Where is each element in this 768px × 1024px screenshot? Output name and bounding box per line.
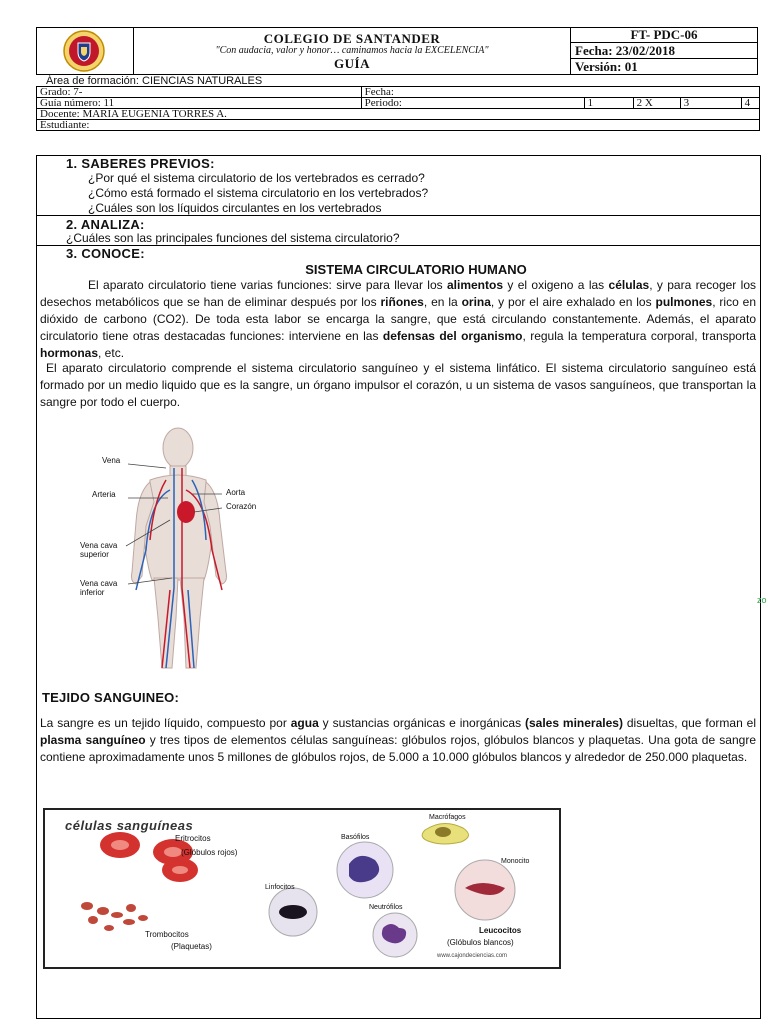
label-corazon: Corazón [226,502,257,511]
label-plaquetas: (Plaquetas) [171,942,212,951]
section1-question: ¿Cómo está formado el sistema circulatorio en los vertebrados? [88,186,429,200]
doc-date: Fecha: 23/02/2018 [571,43,757,59]
blood-cells-image [43,808,561,969]
label-linfocitos: Linfocitos [265,884,295,891]
text-run: La sangre es un tejido líquido, compuesto por [40,716,291,730]
section1-question: ¿Por qué el sistema circulatorio de los vertebrados es cerrado? [88,171,425,185]
text-run: y el oxigeno a las [503,278,609,292]
label-vena: Vena [102,456,121,465]
school-logo [54,30,114,72]
area-value: CIENCIAS NATURALES [142,75,263,87]
bold-term: defensas del organismo [382,329,523,343]
teacher-cell [37,109,760,120]
text-run: , rico en dióxido de carbono (CO2). De toda esta labor se encarga la sangre, que está circulando constantemente. Además, el aparato circulatorio tiene otras destacadas funciones: interviene en las [40,295,756,343]
bold-term: plasma sanguíneo [40,733,146,747]
text-run: , en la [423,295,462,309]
date-cell: Fecha: [361,87,759,98]
label-eritrocitos: Eritrocitos [175,834,211,843]
area-label: Área de formación: [46,75,139,87]
title-cell [134,28,571,75]
period-label-cell: Periodo: [361,98,584,109]
section2-title: 2. ANALIZA: [66,217,145,232]
label-globulos-blancos: (Glóbulos blancos) [447,938,514,947]
label-macrofagos: Macrófagos [429,814,466,821]
doc-version: Versión: 01 [575,59,638,74]
bold-term: agua [290,716,319,730]
text-run: , etc. [98,346,125,360]
label-arteria: Arteria [92,490,116,499]
bold-term: riñones [380,295,424,309]
period-1: 1 [584,98,633,109]
text-run: , y por el aire exhalado en los [490,295,656,309]
divider [36,215,761,216]
teacher-value: MARIA EUGENIA TORRES A. [82,108,227,120]
info-table [36,86,760,131]
cells-title: células sanguíneas [65,818,194,833]
label-trombocitos: Trombocitos [145,930,189,939]
guide-cell: Guía número: 11 [37,98,362,109]
paragraph-functions-text [40,277,756,362]
paragraph-functions [40,277,756,362]
circulatory-figure [70,420,290,678]
school-motto: "Con audacia, valor y honor… caminamos hacia la EXCELENCIA" [215,45,489,56]
section1-title: 1. SABERES PREVIOS: [66,156,215,171]
tejido-title: TEJIDO SANGUINEO: [42,690,180,705]
text-run: , y para recoger los desechos metabólicos que se han de eliminar después por los [40,278,756,309]
label-aorta: Aorta [226,488,246,497]
label-leucocitos: Leucocitos [479,926,522,935]
code-cell [571,28,758,75]
doc-type: GUÍA [334,56,370,71]
teacher-label: Docente: [40,108,80,120]
bold-term: hormonas [40,346,99,360]
header-table [36,27,758,75]
text-run: disueltas, que forman el [622,716,756,730]
bold-term: (sales minerales) [524,716,623,730]
text-run: y tres tipos de elementos células sanguíneas: glóbulos rojos, glóbulos blancos y plaquetas. Una gota de sangre contiene aproximadamente unos 5 millones de glóbulos rojos, de 5.000 a 10.000 glóbulos blancos y alrededor de 250.000 plaquetas. [40,733,756,764]
grade-cell: Grado: 7- [37,87,362,98]
section1-question: ¿Cuáles son los líquidos circulantes en los vertebrados [88,201,382,215]
section2-question: ¿Cuáles son las principales funciones del sistema circulatorio? [66,231,400,245]
label-globulos-rojos: (Glóbulos rojos) [181,848,238,857]
bold-term: alimentos [447,278,504,292]
bold-term: células [608,278,650,292]
student-cell: Estudiante: [37,120,760,131]
text-run: y sustancias orgánicas e inorgánicas [318,716,525,730]
label-site: www.cajondeciencias.com [437,953,508,959]
logo-cell [37,28,134,75]
paragraph-composition-text: El aparato circulatorio comprende el sistema circulatorio sanguíneo y el sistema linfático. El sistema circulatorio sanguíneo está formado por un medio liquido que es la sangre, un órgano impulsor el corazón, u un sistema de vasos sanguíneos, que transportan la sangre por todo el cuerpo. [40,361,756,409]
edge-mark: zo [757,595,767,605]
school-name: COLEGIO DE SANTANDER [263,31,441,46]
text-run: , regula la temperatura corporal, transporta [522,329,756,343]
paragraph-blood-text [40,715,756,766]
period-3: 3 [680,98,741,109]
label-neutrofilos: Neutrófilos [369,904,403,911]
period-4: 4 [741,98,759,109]
bold-term: pulmones [655,295,713,309]
main-heading: SISTEMA CIRCULATORIO HUMANO [305,262,527,277]
label-cava-inferior: Vena cava inferior [80,579,118,597]
label-monocito: Monocito [501,858,530,865]
label-basofilos: Basófilos [341,834,370,841]
paragraph-blood [40,715,756,766]
paragraph-composition [40,360,756,411]
section3-title: 3. CONOCE: [66,246,145,261]
doc-code: FT- PDC-06 [571,28,757,43]
text-run: El aparato circulatorio tiene varias funciones: sirve para llevar los [88,278,447,292]
period-2: 2 X [633,98,680,109]
label-cava-superior: Vena cava superior [80,541,118,559]
bold-term: orina [461,295,491,309]
